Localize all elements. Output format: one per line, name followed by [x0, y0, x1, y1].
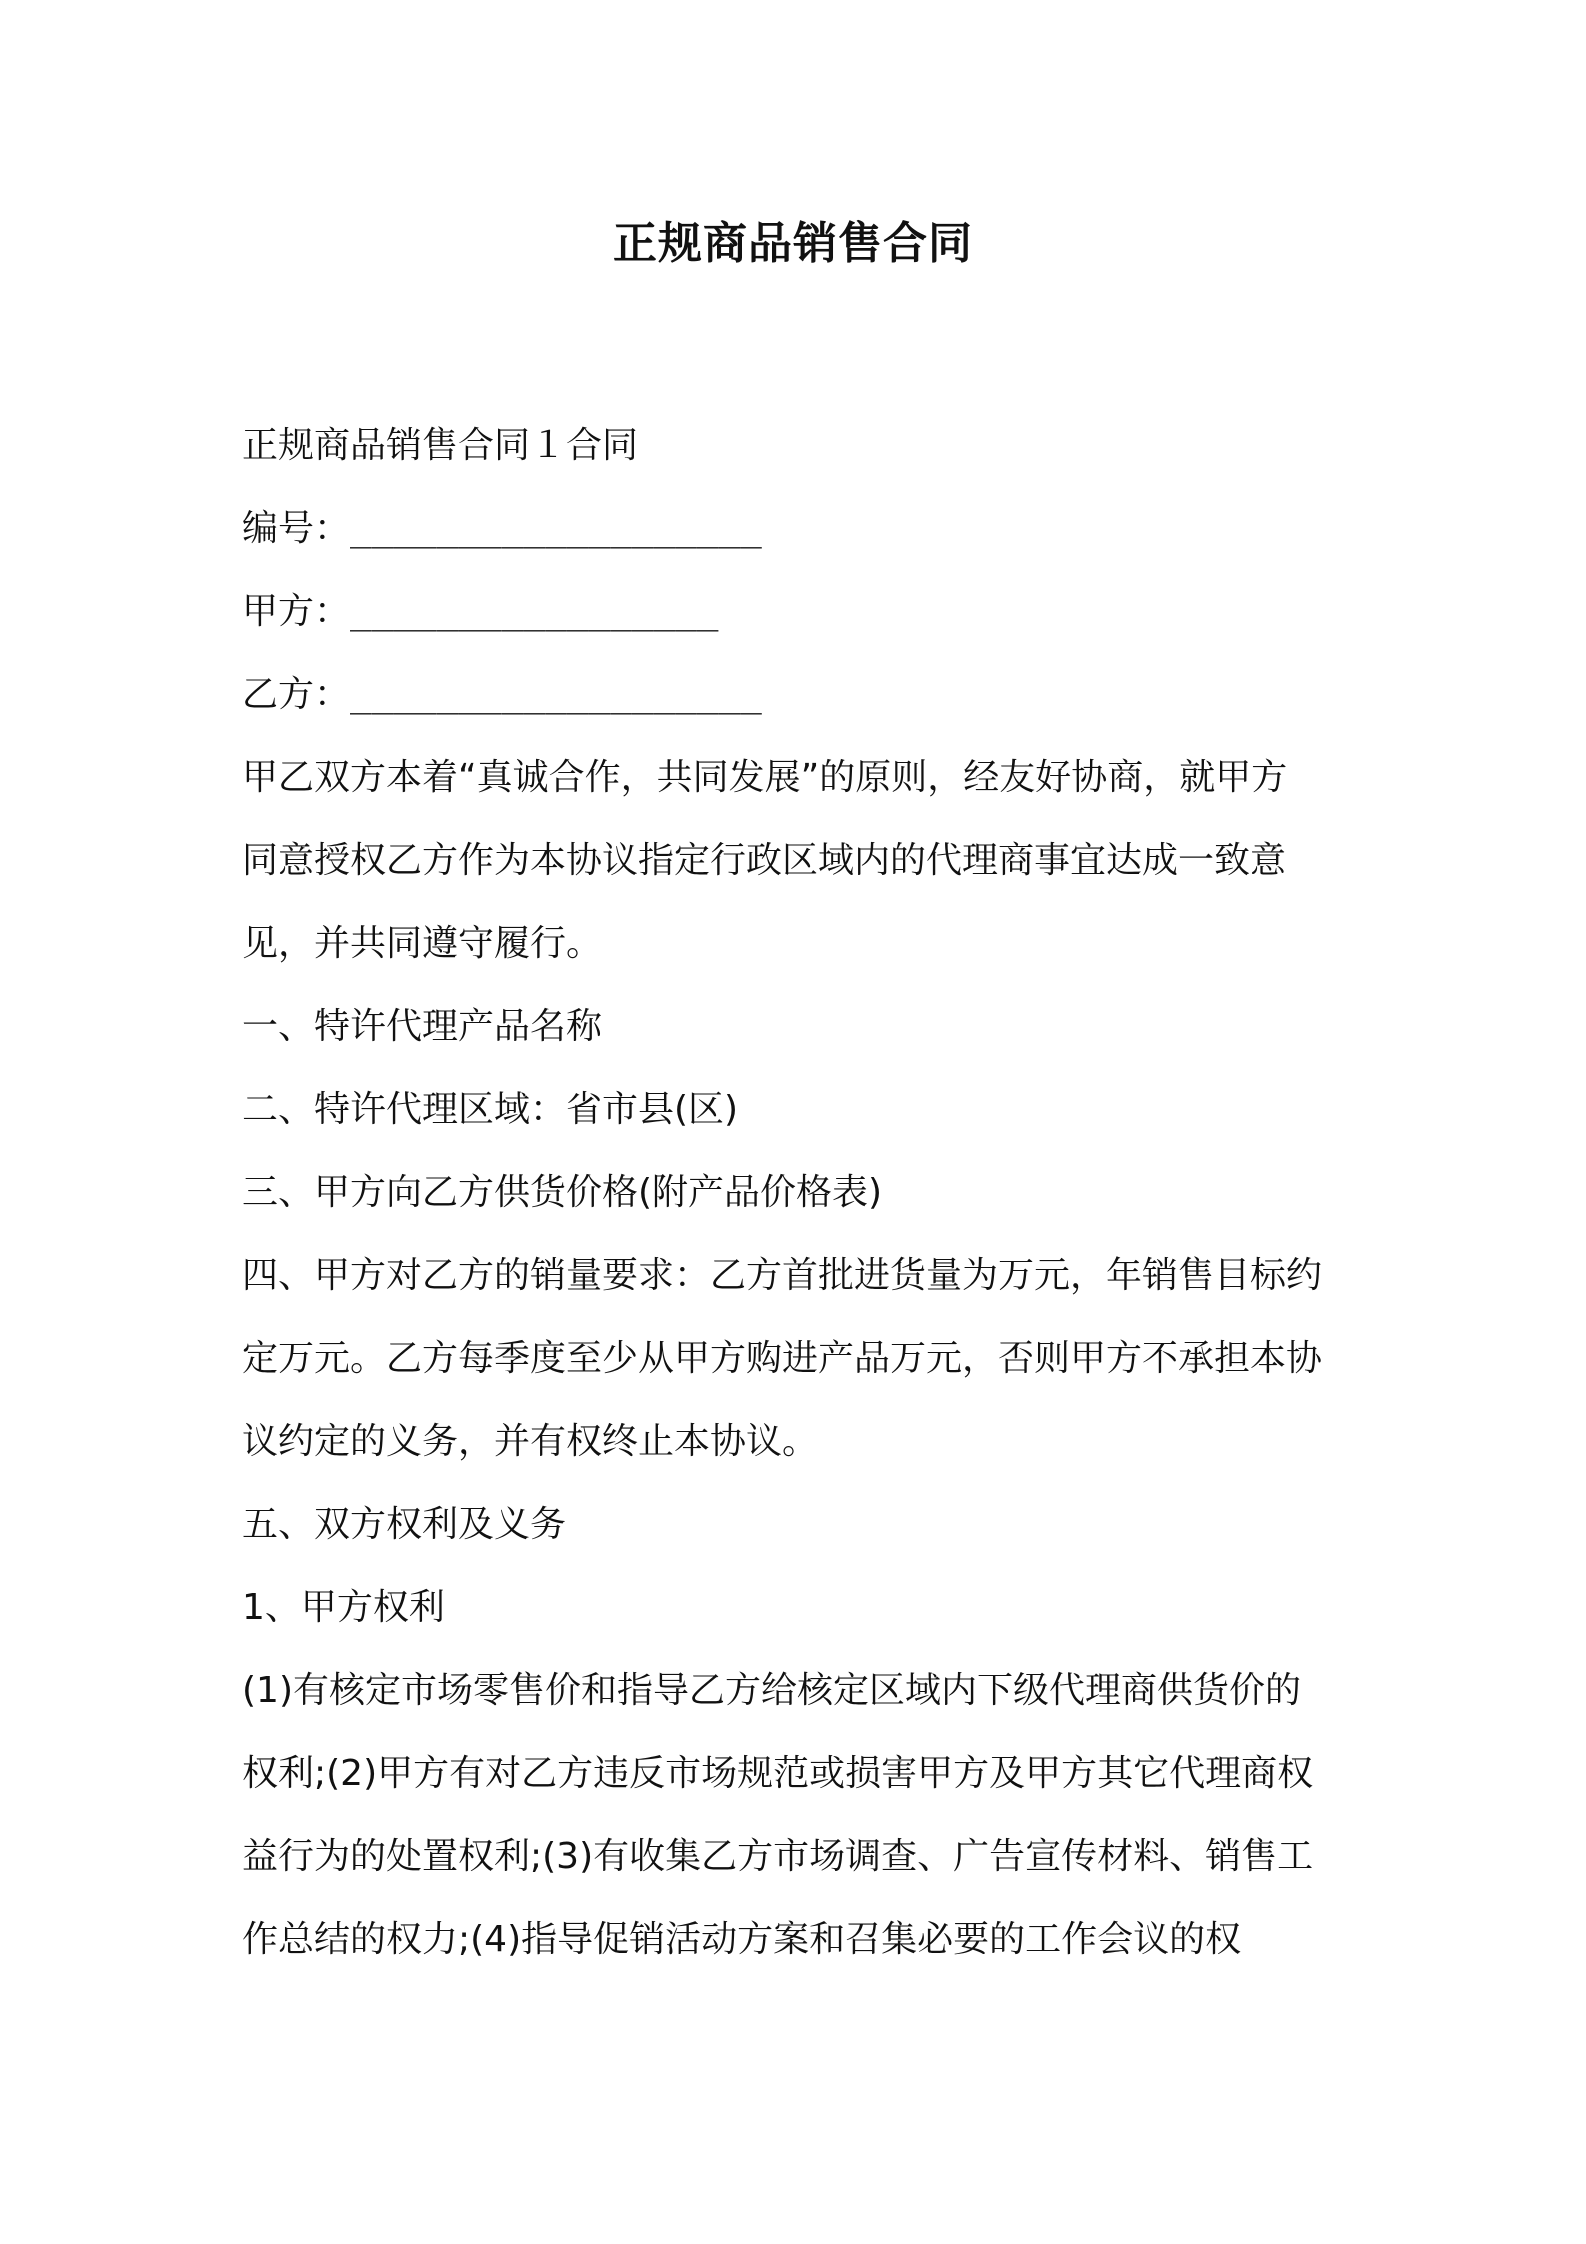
field-party-a — [242, 570, 1360, 653]
field-party-b — [242, 653, 1360, 736]
document-body — [242, 404, 1360, 1981]
body-line: 甲乙双方本着“真诚合作，共同发展”的原则，经友好协商，就甲方 — [242, 757, 1288, 798]
section-heading: 一、特许代理产品名称 — [242, 1006, 603, 1047]
field-label: 编号： — [242, 508, 351, 549]
blank-line: _________________ — [350, 591, 719, 632]
contract-subtitle: 正规商品销售合同１合同 — [242, 425, 639, 466]
blank-line: ___________________ — [350, 674, 762, 715]
body-line: 四、甲方对乙方的销量要求：乙方首批进货量为万元，年销售目标约 — [242, 1255, 1323, 1296]
section-heading: 三、甲方向乙方供货价格(附产品价格表) — [242, 1172, 883, 1213]
body-line: 同意授权乙方作为本协议指定行政区域内的代理商事宜达成一致意 — [242, 840, 1287, 881]
body-line: 定万元。乙方每季度至少从甲方购进产品万元，否则甲方不承担本协 — [242, 1338, 1323, 1379]
field-label: 甲方： — [242, 591, 351, 632]
body-line: 作总结的权力;(4)指导促销活动方案和召集必要的工作会议的权 — [242, 1919, 1242, 1960]
body-line: 议约定的义务，并有权终止本协议。 — [242, 1421, 819, 1462]
body-line: 益行为的处置权利;(3)有收集乙方市场调查、广告宣传材料、销售工 — [242, 1836, 1314, 1877]
body-line: (1)有核定市场零售价和指导乙方给核定区域内下级代理商供货价的 — [242, 1670, 1301, 1711]
field-label: 乙方： — [242, 674, 351, 715]
subsection-heading: 1、甲方权利 — [242, 1587, 445, 1628]
document-title: 正规商品销售合同 — [613, 218, 973, 269]
body-line: 权利;(2)甲方有对乙方违反市场规范或损害甲方及甲方其它代理商权 — [242, 1753, 1314, 1794]
blank-line: ___________________ — [350, 508, 762, 549]
body-line: 见，并共同遵守履行。 — [242, 923, 603, 964]
section-heading: 二、特许代理区域：省市县(区) — [242, 1089, 739, 1130]
field-contract-number — [242, 487, 1360, 570]
section-heading: 五、双方权利及义务 — [242, 1504, 567, 1545]
